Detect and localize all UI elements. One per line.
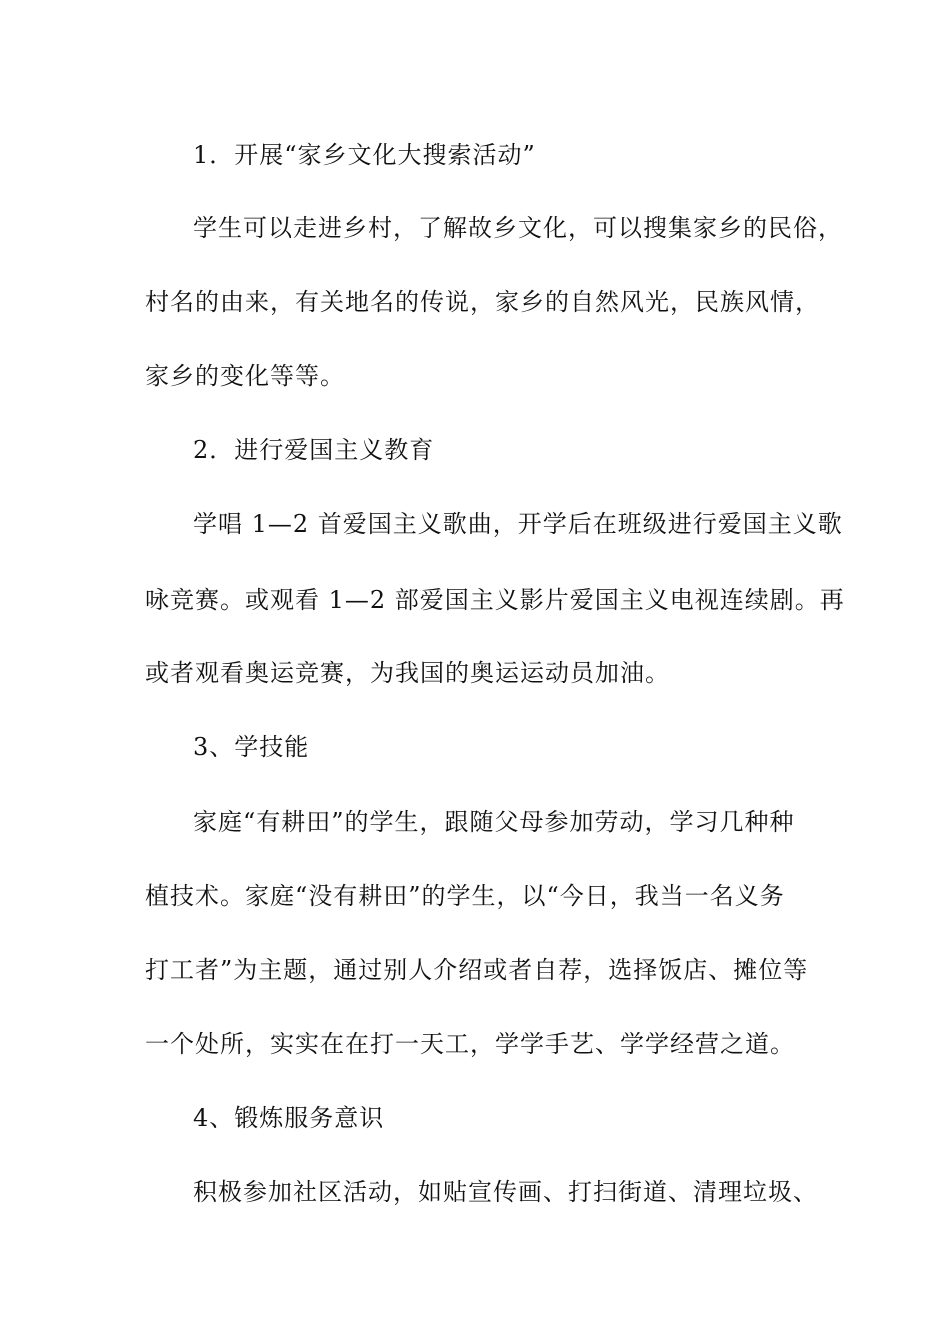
section-3-body-line-1: 家庭“有耕田”的学生，跟随父母参加劳动，学习几种种 [193, 808, 795, 836]
section-2-heading: 2．进行爱国主义教育 [193, 436, 435, 464]
section-1-heading: 1．开展“家乡文化大搜索活动” [193, 141, 536, 169]
section-4-body-line-1: 积极参加社区活动，如贴宣传画、打扫街道、清理垃圾、 [193, 1178, 818, 1206]
section-1-body-line-1: 学生可以走进乡村，了解故乡文化，可以搜集家乡的民俗， [193, 214, 843, 242]
section-2-body-line-1: 学唱 1—2 首爱国主义歌曲，开学后在班级进行爱国主义歌 [193, 510, 843, 538]
section-4-heading: 4、锻炼服务意识 [193, 1104, 385, 1132]
section-1-body-line-3: 家乡的变化等等。 [145, 362, 345, 390]
section-2-body-line-2: 咏竞赛。或观看 1—2 部爱国主义影片爱国主义电视连续剧。再 [145, 586, 845, 614]
section-2-body-line-3: 或者观看奥运竞赛，为我国的奥运运动员加油。 [145, 659, 670, 687]
section-3-heading: 3、学技能 [193, 733, 310, 761]
section-3-body-line-3: 打工者”为主题，通过别人介绍或者自荐，选择饭店、摊位等 [145, 956, 809, 984]
section-3-body-line-2: 植技术。家庭“没有耕田”的学生，以“今日，我当一名义务 [145, 882, 785, 910]
section-1-body-line-2: 村名的由来，有关地名的传说，家乡的自然风光，民族风情， [145, 288, 820, 316]
section-3-body-line-4: 一个处所，实实在在打一天工，学学手艺、学学经营之道。 [145, 1030, 795, 1058]
